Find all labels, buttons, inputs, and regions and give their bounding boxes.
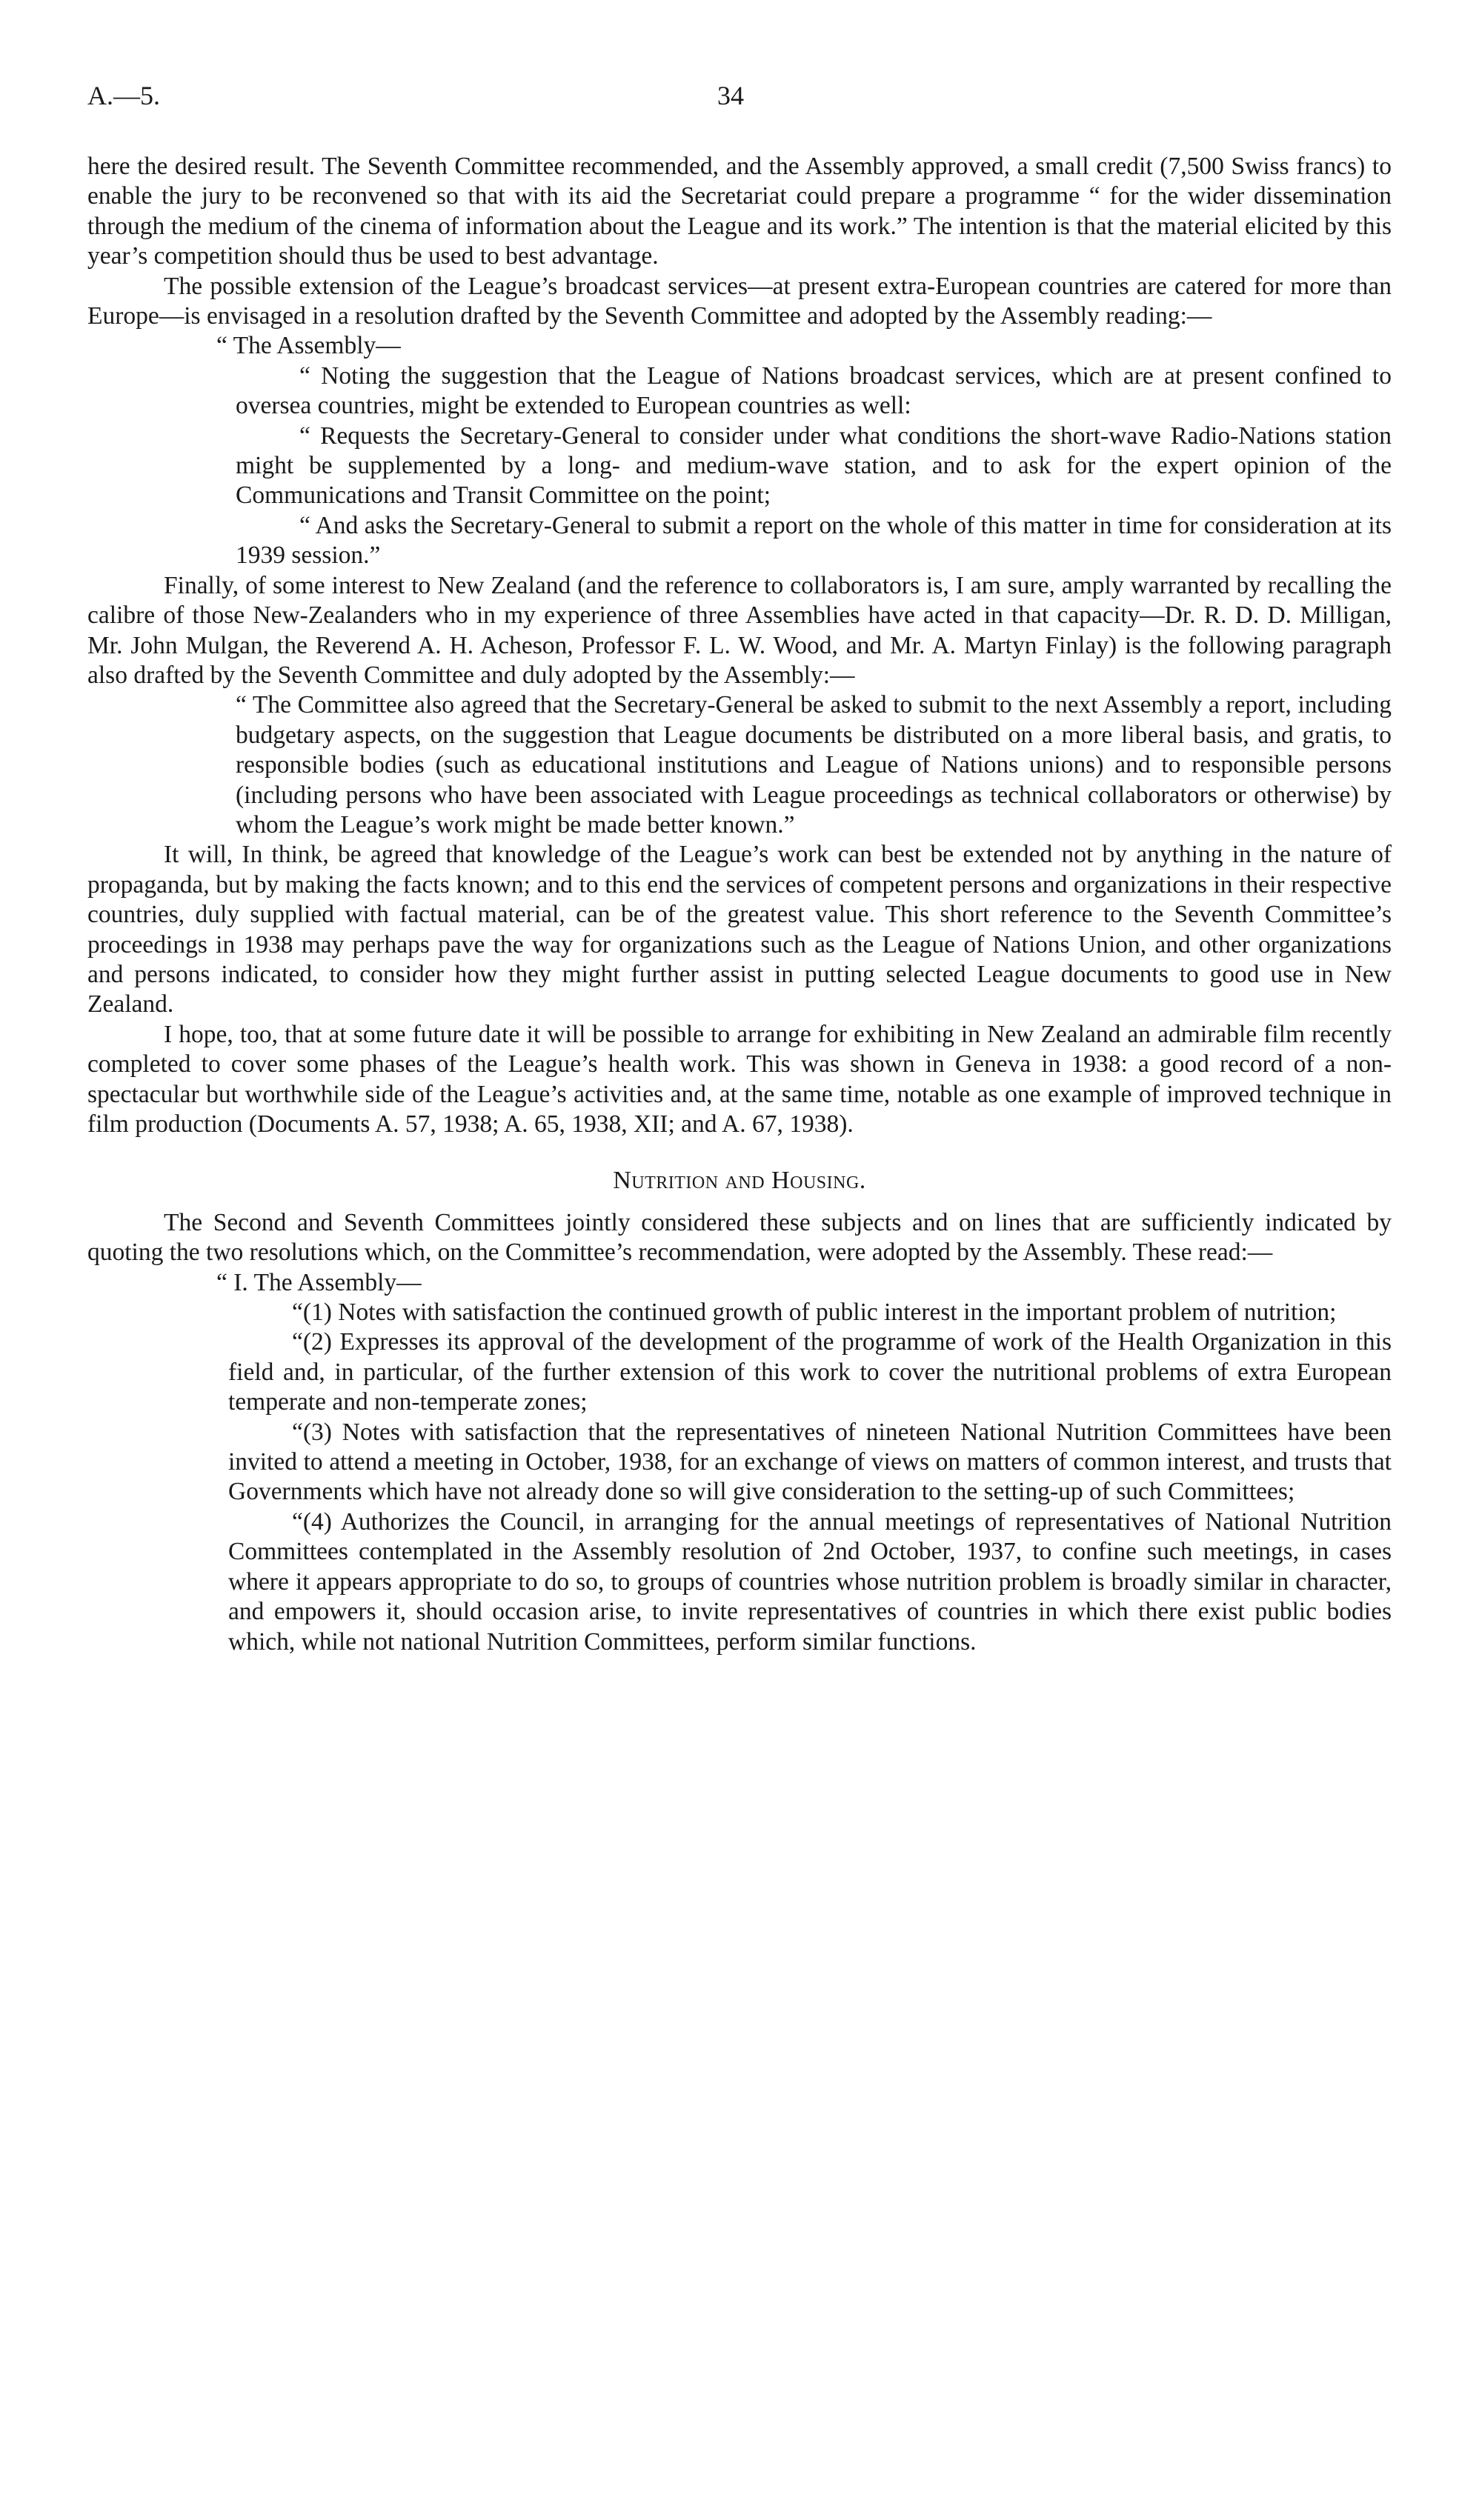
quote-item: “(3) Notes with satisfaction that the representatives of nineteen National Nutrition Committees have been invited to attend a meeting in October, 1938, for an exchange of views on matters of common interest, and trusts that Governments which have not already done so will give consideration to the setting-up of such Committees; (228, 1418, 1392, 1506)
quote-paragraph: “ Noting the suggestion that the League of Nations broadcast services, which are at present confined to oversea countries, might be extended to European countries as well: (236, 361, 1392, 420)
document-reference: A.—5. (87, 81, 160, 110)
page-number: 34 (717, 81, 744, 110)
paragraph: I hope, too, that at some future date it will be possible to arrange for exhibiting in New Zealand an admirable film recently completed to cover some phases of the League’s health work. This was shown in Geneva in 1938: a good record of a non-spectacular but worthwhile side of the League’s activities and, at the same time, notable as one example of improved technique in film production (Documents A. 57, 1938; A. 65, 1938, XII; and A. 67, 1938). (87, 1020, 1392, 1138)
quote-item: “(1) Notes with satisfaction the continued growth of public interest in the important problem of nutrition; (292, 1299, 1337, 1327)
paragraph: It will, In think, be agreed that knowledge of the League’s work can best be extended not by anything in the nature of propaganda, but by making the facts known; and to this end the services of competent persons and organizations in their respective countries, duly supplied with factual material, can be of the greatest value. This short reference to the Seventh Committee’s proceedings in 1938 may perhaps pave the way for organizations such as the League of Nations Union, and other organizations and persons indicated, to consider how they might further assist in putting selected League documents to good use in New Zealand. (87, 841, 1392, 1019)
quote-intro: “ I. The Assembly— (216, 1268, 422, 1296)
section-heading: Nutrition and Housing. (613, 1167, 866, 1195)
paragraph: The possible extension of the League’s broadcast services—at present extra-European countries are catered for more than Europe—is envisaged in a resolution drafted by the Seventh Committee and adopted by the Assembly reading:— (87, 272, 1392, 330)
quote-intro: “ The Assembly— (216, 332, 401, 360)
quote-item: “(2) Expresses its approval of the development of the programme of work of the Health Organization in this field and, in particular, of the further extension of this work to cover the nutritional problems of extra European temperate and non-temperate zones; (228, 1328, 1392, 1416)
paragraph: here the desired result. The Seventh Committee recommended, and the Assembly approved, a small credit (7,500 Swiss francs) to enable the jury to be reconvened so that with its aid the Secretariat could prepare a programme “ for the wider dissemination through the medium of the cinema of information about the League and its work.” The intention is that the material elicited by this year’s competition should thus be used to best advantage. (87, 153, 1392, 270)
quote-paragraph: “ Requests the Secretary-General to consider under what conditions the short-wave Radio-Nations station might be supplemented by a long- and medium-wave station, and to ask for the expert opinion of the Communications and Transit Committee on the point; (236, 421, 1392, 510)
quote-paragraph: “ And asks the Secretary-General to submit a report on the whole of this matter in time for consideration at its 1939 session.” (236, 511, 1392, 570)
quote-block: “ The Committee also agreed that the Secretary-General be asked to submit to the next Assembly a report, including budgetary aspects, on the suggestion that League documents be distributed on a more liberal basis, and gratis, to responsible bodies (such as educational institutions and League of Nations unions) and to responsible persons (including persons who have been associated with League proceedings as technical collaborators or otherwise) by whom the League’s work might be made better known.” (236, 691, 1392, 839)
quote-item: “(4) Authorizes the Council, in arranging for the annual meetings of representatives of National Nutrition Committees contemplated in the Assembly resolution of 2nd October, 1937, to confine such meetings, in cases where it appears appropriate to do so, to groups of countries whose nutrition problem is broadly similar in character, and empowers it, should occasion arise, to invite representatives of countries in which there exist public bodies which, while not national Nutrition Committees, perform similar functions. (228, 1507, 1392, 1656)
document-body (87, 152, 1392, 1657)
paragraph: Finally, of some interest to New Zealand (and the reference to collaborators is, I am sure, amply warranted by recalling the calibre of those New-Zealanders who in my experience of three Assemblies have acted in that capacity—Dr. R. D. D. Milligan, Mr. John Mulgan, the Reverend A. H. Acheson, Professor F. L. W. Wood, and Mr. A. Martyn Finlay) is the following paragraph also drafted by the Seventh Committee and duly adopted by the Assembly:— (87, 571, 1392, 689)
paragraph: The Second and Seventh Committees jointly considered these subjects and on lines that are sufficiently indicated by quoting the two resolutions which, on the Committee’s recommendation, were adopted by the Assembly. These read:— (87, 1208, 1392, 1267)
